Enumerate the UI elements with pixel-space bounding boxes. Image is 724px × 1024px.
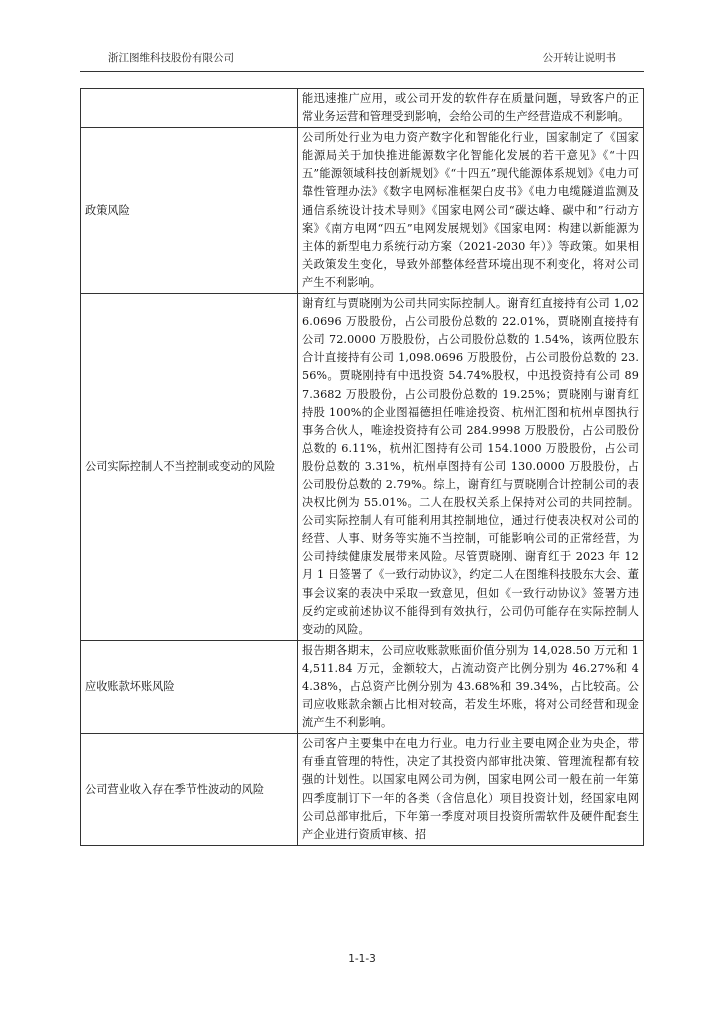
risk-description-cell: 报告期各期末，公司应收账款账面价值分别为 14,028.50 万元和 14,511.84 万元，金额较大，占流动资产比例分别为 46.27%和 44.38%，占总资产比例分别为 43.68%和 39.34%，占比较高。公司应收账款余额占比相对较高，若发生坏账，将对公司经营和现金流产生不利影响。: [298, 640, 644, 733]
risk-description-cell: 谢育红与贾晓刚为公司共同实际控制人。谢育红直接持有公司 1,026.0696 万股股份，占公司股份总数的 22.01%，贾晓刚直接持有公司 72.0000 万股股份，占公司股份总数的 1.54%，该两位股东合计直接持有公司 1,098.0696 万股股份，占公司股份总数的 23.56%。贾晓刚持有中迅投资 54.74%股权，中迅投资持有公司 897.3682 万股股份，占公司股份总数的 19.25%；贾晓刚与谢育红持股 100%的企业图福德担任唯途投资、杭州汇图和杭州卓图执行事务合伙人，唯途投资持有公司 284.9998 万股股份，占公司股份总数的 6.11%，杭州汇图持有公司 154.1000 万股股份，占公司股份总数的 3.31%，杭州卓图持有公司 130.0000 万股股份，占公司股份总数的 2.79%。综上，谢育红与贾晓刚合计控制公司的表决权比例为 55.01%。二人在股权关系上保持对公司的共同控制。公司实际控制人有可能利用其控制地位，通过行使表决权对公司的经营、人事、财务等实施不当控制，可能影响公司的正常经营，为公司持续健康发展带来风险。尽管贾晓刚、谢育红于 2023 年 12 月 1 日签署了《一致行动协议》，约定二人在图维科技股东大会、董事会议案的表决中采取一致意见，但如《一致行动协议》签署方违反约定或前述协议不能得到有效执行，公司仍可能存在实际控制人变动的风险。: [298, 294, 644, 641]
table-row: [81, 89, 644, 128]
risk-description-cell: 公司客户主要集中在电力行业。电力行业主要电网企业为央企，带有垂直管理的特性，决定了其投资内部审批决策、管理流程都有较强的计划性。以国家电网公司为例，国家电网公司一般在前一年第四季度制订下一年的各类（含信息化）项目投资计划，经国家电网公司总部审批后，下年第一季度对项目投资所需软件及硬件配套生产企业进行资质审核、招: [298, 734, 644, 846]
risk-name-cell: [81, 89, 298, 128]
page-number: 1-1-3: [348, 953, 376, 965]
table-row: [81, 294, 644, 641]
risk-name-cell: 政策风险: [81, 128, 298, 294]
table-row: [81, 128, 644, 294]
table-row: [81, 640, 644, 733]
risk-factor-table: [80, 88, 644, 846]
table-row: [81, 734, 644, 846]
risk-name-cell: 公司营业收入存在季节性波动的风险: [81, 734, 298, 846]
page-header: [88, 50, 636, 66]
risk-name-cell: 应收账款坏账风险: [81, 640, 298, 733]
header-company-name: 浙江图维科技股份有限公司: [108, 52, 234, 64]
header-divider: [80, 71, 644, 72]
risk-description-cell: 公司所处行业为电力资产数字化和智能化行业，国家制定了《国家能源局关于加快推进能源数字化智能化发展的若干意见》《“十四五”能源领域科技创新规划》《“十四五”现代能源体系规划》《电力可靠性管理办法》《数字电网标准框架白皮书》《电力电缆隧道监测及通信系统设计技术导则》《国家电网公司“碳达峰、碳中和”行动方案》《南方电网“四五”电网发展规划》《国家电网：构建以新能源为主体的新型电力系统行动方案（2021-2030 年）》等政策。如果相关政策发生变化，导致外部整体经营环境出现不利变化，将对公司产生不利影响。: [298, 128, 644, 294]
risk-name-cell: 公司实际控制人不当控制或变动的风险: [81, 294, 298, 641]
header-document-title: 公开转让说明书: [542, 52, 616, 64]
risk-description-cell: 能迅速推广应用，或公司开发的软件存在质量问题，导致客户的正常业务运营和管理受到影响，会给公司的生产经营造成不利影响。: [298, 89, 644, 128]
